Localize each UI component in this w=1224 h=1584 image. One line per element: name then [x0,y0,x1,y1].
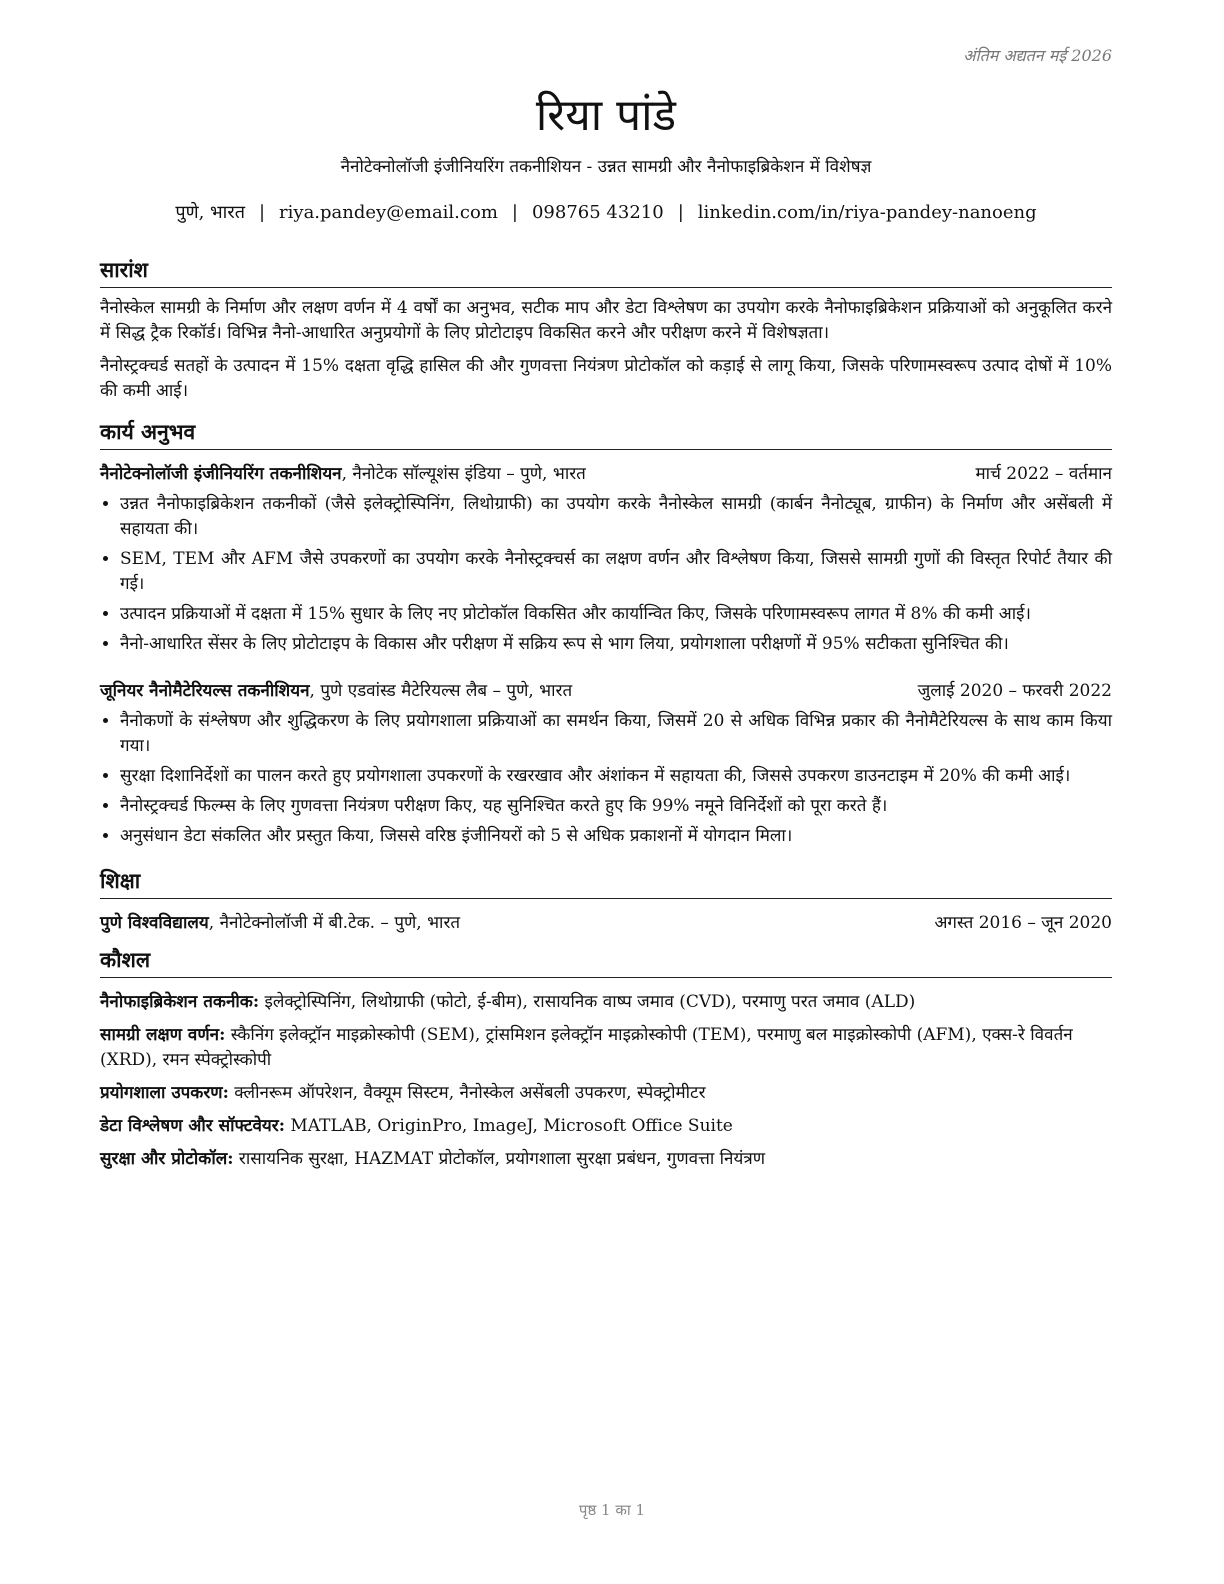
education-dates: अगस्त 2016 – जून 2020 [934,913,1112,933]
job-entry [100,679,1112,849]
school-name: पुणे विश्वविद्यालय [100,913,209,933]
list-item: • नैनोकणों के संश्लेषण और शुद्धिकरण के लिए प्रयोगशाला प्रक्रियाओं का समर्थन किया, जिसमें 20 से अधिक विभिन्न प्रकार की नैनोमैटेरियल्स के साथ काम किया गया। [120,709,1112,759]
skill-label: प्रयोगशाला उपकरण: [100,1083,229,1103]
list-item: • अनुसंधान डेटा संकलित और प्रस्तुत किया, जिससे वरिष्ठ इंजीनियरों को 5 से अधिक प्रकाशनों में योगदान मिला। [120,824,1112,849]
summary-paragraph: नैनोस्ट्रक्चर्ड सतहों के उत्पादन में 15% दक्षता वृद्धि हासिल की और गुणवत्ता नियंत्रण प्रोटोकॉल को कड़ाई से लागू किया, जिसके परिणामस्वरूप उत्पाद दोषों में 10% की कमी आई। [100,356,1112,401]
job-role-org [100,679,572,704]
job-bullets [100,492,1112,657]
email-link[interactable]: riya.pandey@email.com [279,202,498,223]
last-updated: अंतिम अद्यतन मई 2026 [963,46,1112,65]
job-header [100,462,1112,487]
section-title-education: शिक्षा [100,867,1112,899]
list-item: • नैनोस्ट्रक्चर्ड फिल्म्स के लिए गुणवत्ता नियंत्रण परीक्षण किए, यह सुनिश्चित करते हुए कि 99% नमूने विनिर्देशों को पूरा करते हैं। [120,794,1112,819]
list-item: • उन्नत नैनोफाइब्रिकेशन तकनीकों (जैसे इलेक्ट्रोस्पिनिंग, लिथोग्राफी) का उपयोग करके नैनोस्केल सामग्री (कार्बन नैनोट्यूब, ग्राफीन) के निर्माण और असेंबली में सहायता की। [120,492,1112,542]
contact-line [100,200,1112,226]
skill-value: रासायनिक सुरक्षा, HAZMAT प्रोटोकॉल, प्रयोगशाला सुरक्षा प्रबंधन, गुणवत्ता नियंत्रण [233,1149,765,1169]
job-role-org [100,462,586,487]
resume-page [100,40,1112,1172]
skill-value: स्कैनिंग इलेक्ट्रॉन माइक्रोस्कोपी (SEM), ट्रांसमिशन इलेक्ट्रॉन माइक्रोस्कोपी (TEM), परमाणु बल माइक्रोस्कोपी (AFM), एक्स-रे विवर्तन (XRD), रमन स्पेक्ट्रोस्कोपी [100,1025,1073,1070]
job-header [100,679,1112,704]
skill-row [100,990,1112,1015]
job-org: , पुणे एडवांस्ड मैटेरियल्स लैब – पुणे, भारत [309,681,573,701]
degree-detail: , नैनोटेक्नोलॉजी में बी.टेक. – पुणे, भारत [208,913,461,933]
skill-label: सामग्री लक्षण वर्णन: [100,1025,226,1045]
job-dates: मार्च 2022 – वर्तमान [975,464,1112,484]
page-number: पृष्ठ 1 का 1 [578,1501,646,1519]
skill-value: क्लीनरूम ऑपरेशन, वैक्यूम सिस्टम, नैनोस्केल असेंबली उपकरण, स्पेक्ट्रोमीटर [228,1083,706,1103]
skill-row [100,1147,1112,1172]
tagline: नैनोटेक्नोलॉजी इंजीनियरिंग तकनीशियन - उन्नत सामग्री और नैनोफाइब्रिकेशन में विशेषज्ञ [340,157,872,177]
section-title-summary: सारांश [100,256,1112,288]
job-title: जूनियर नैनोमैटेरियल्स तकनीशियन [100,681,310,701]
job-bullets [100,709,1112,849]
summary-paragraph: नैनोस्केल सामग्री के निर्माण और लक्षण वर्णन में 4 वर्षों का अनुभव, सटीक माप और डेटा विश्लेषण का उपयोग करके नैनोफाइब्रिकेशन प्रक्रियाओं को अनुकूलित करने में सिद्ध ट्रैक रिकॉर्ड। विभिन्न नैनो-आधारित अनुप्रयोगों के लिए प्रोटोटाइप विकसित करने और परीक्षण करने में विशेषज्ञता। [100,298,1112,343]
candidate-name: रिया पांडे [535,90,677,141]
skill-label: सुरक्षा और प्रोटोकॉल: [100,1149,234,1169]
phone: 098765 43210 [531,202,664,223]
separator: | [511,202,518,223]
separator: | [677,202,684,223]
separator: | [258,202,266,223]
linkedin-link[interactable]: linkedin.com/in/riya-pandey-nanoeng [697,202,1037,223]
list-item: • उत्पादन प्रक्रियाओं में दक्षता में 15% सुधार के लिए नए प्रोटोकॉल विकसित और कार्यान्वित किए, जिसके परिणामस्वरूप लागत में 8% की कमी आई। [120,602,1112,627]
education-entry [100,911,1112,936]
skill-value: इलेक्ट्रोस्पिनिंग, लिथोग्राफी (फोटो, ई-बीम), रासायनिक वाष्प जमाव (CVD), परमाणु परत जमाव (ALD) [259,992,916,1012]
job-org: , नैनोटेक सॉल्यूशंस इंडिया – पुणे, भारत [341,464,586,484]
list-item: • नैनो-आधारित सेंसर के लिए प्रोटोटाइप के विकास और परीक्षण में सक्रिय रूप से भाग लिया, प्रयोगशाला परीक्षणों में 95% सटीकता सुनिश्चित की। [120,632,1112,657]
skill-row [100,1114,1112,1139]
section-title-experience: कार्य अनुभव [100,418,1112,450]
section-title-skills: कौशल [100,946,1112,978]
job-title: नैनोटेक्नोलॉजी इंजीनियरिंग तकनीशियन [100,464,342,484]
location: पुणे, भारत [175,202,245,223]
skill-label: नैनोफाइब्रिकेशन तकनीक: [100,992,260,1012]
skill-label: डेटा विश्लेषण और सॉफ्टवेयर: [100,1116,285,1136]
skill-value: MATLAB, OriginPro, ImageJ, Microsoft Office Suite [285,1116,733,1136]
job-entry [100,462,1112,657]
job-dates: जुलाई 2020 – फरवरी 2022 [917,681,1112,701]
education-school-detail [100,911,460,936]
list-item: • SEM, TEM और AFM जैसे उपकरणों का उपयोग करके नैनोस्ट्रक्चर्स का लक्षण वर्णन और विश्लेषण किया, जिससे सामग्री गुणों की विस्तृत रिपोर्ट तैयार की गई। [120,547,1112,597]
skill-row [100,1023,1112,1073]
skill-row [100,1081,1112,1106]
list-item: • सुरक्षा दिशानिर्देशों का पालन करते हुए प्रयोगशाला उपकरणों के रखरखाव और अंशांकन में सहायता की, जिससे उपकरण डाउनटाइम में 20% की कमी आई। [120,764,1112,789]
